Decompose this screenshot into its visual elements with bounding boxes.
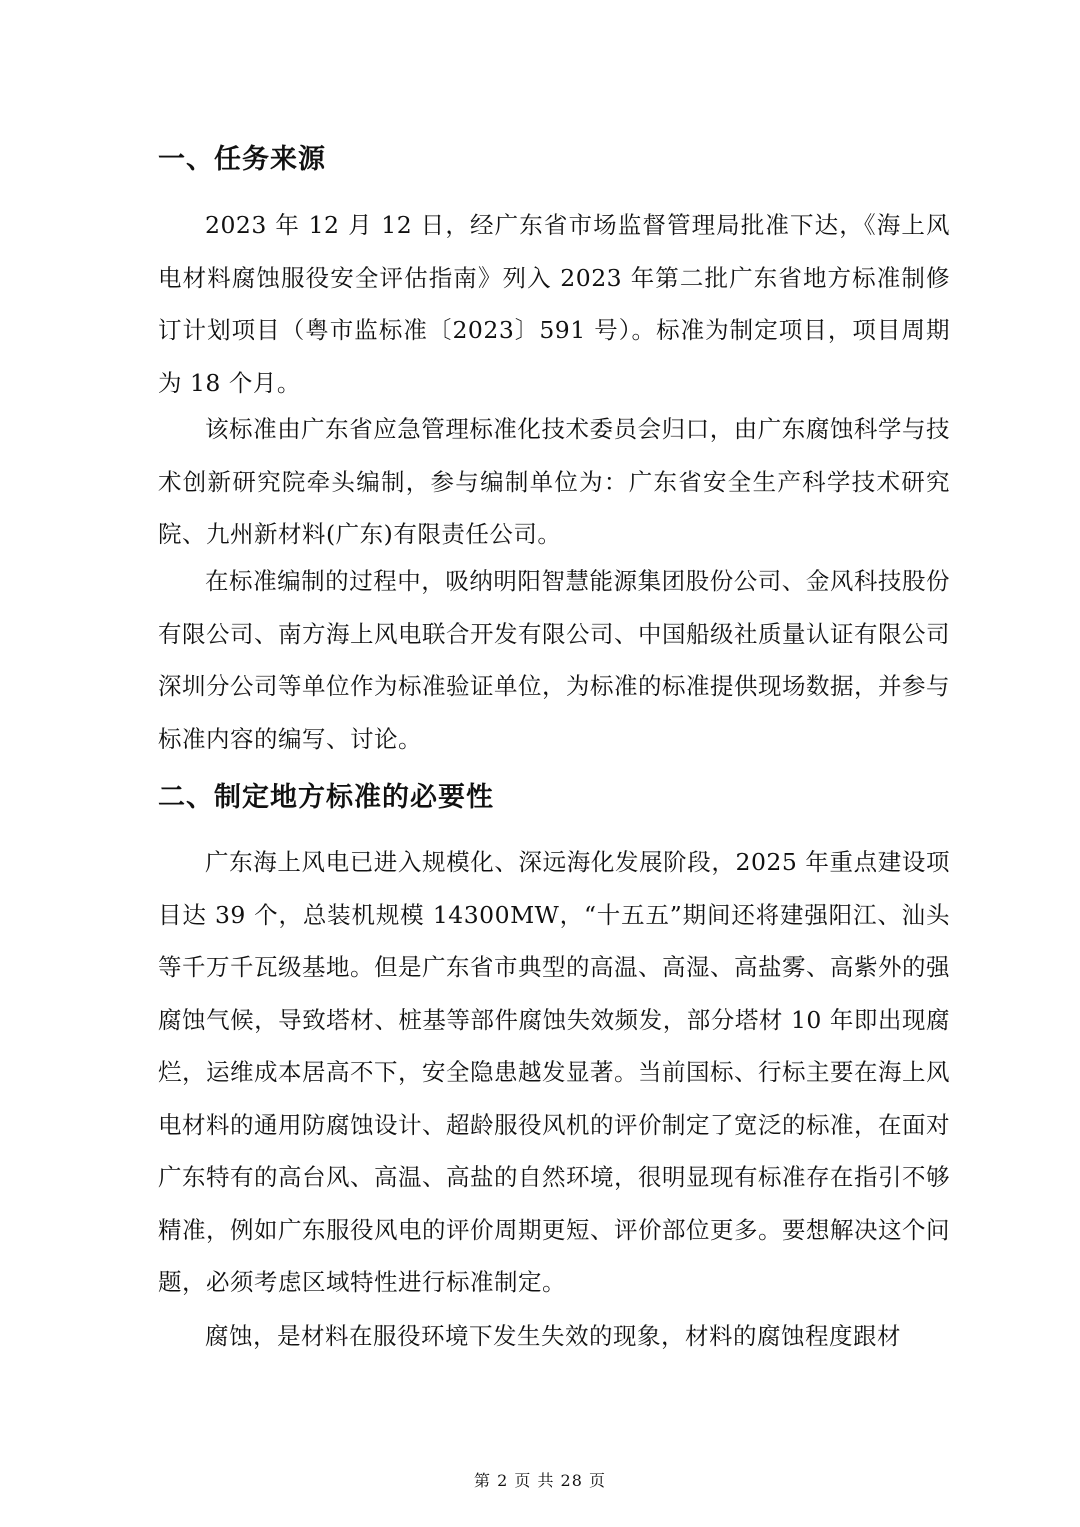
paragraph: 2023 年 12 月 12 日，经广东省市场监督管理局批准下达，《海上风电材料腐蚀服役安全评估指南》列入 2023 年第二批广东省地方标准制修订计划项目（粤市监标准〔2023〕591 号）。标准为制定项目，项目周期为 18 个月。 [158,211,950,397]
section-heading-necessity: 二、制定地方标准的必要性 [158,782,494,813]
paragraph: 该标准由广东省应急管理标准化技术委员会归口，由广东腐蚀科学与技术创新研究院牵头编制，参与编制单位为：广东省安全生产科学技术研究院、九州新材料(广东)有限责任公司。 [158,415,950,548]
paragraph: 腐蚀，是材料在服役环境下发生失效的现象，材料的腐蚀程度跟材 [205,1322,901,1350]
paragraph: 广东海上风电已进入规模化、深远海化发展阶段，2025 年重点建设项目达 39 个，总装机规模 14300MW，“十五五”期间还将建强阳江、汕头等千万千瓦级基地。但是广东省市典型的高温、高湿、高盐雾、高紫外的强腐蚀气候，导致塔材、桩基等部件腐蚀失效频发，部分塔材 10 年即出现腐烂，运维成本居高不下，安全隐患越发显著。当前国标、行标主要在海上风电材料的通用防腐蚀设计、超龄服役风机的评价制定了宽泛的标准，在面对广东特有的高台风、高温、高盐的自然环境，很明显现有标准存在指引不够精准，例如广东服役风电的评价周期更短、评价部位更多。要想解决这个问题，必须考虑区域特性进行标准制定。 [158,848,950,1296]
page-number-footer: 第 2 页 共 28 页 [474,1471,606,1490]
paragraph: 在标准编制的过程中，吸纳明阳智慧能源集团股份公司、金风科技股份有限公司、南方海上风电联合开发有限公司、中国船级社质量认证有限公司深圳分公司等单位作为标准验证单位，为标准的标准提供现场数据，并参与标准内容的编写、讨论。 [158,567,950,753]
section-heading-task-source: 一、任务来源 [158,144,326,175]
